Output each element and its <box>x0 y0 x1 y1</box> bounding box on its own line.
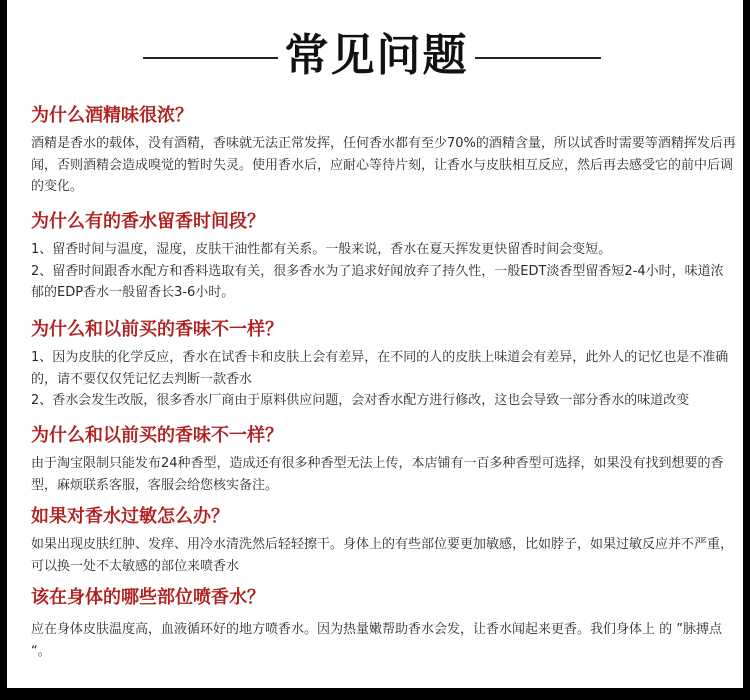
faq-item-scent-difference <box>31 318 736 412</box>
faq-answer <box>31 239 736 304</box>
faq-question: 为什么有的香水留香时间段？ <box>31 211 265 232</box>
faq-answer <box>31 453 736 496</box>
header-divider-right <box>475 57 601 59</box>
faq-item-scent-types <box>31 424 736 496</box>
header-divider-left <box>143 57 278 59</box>
faq-answer-paragraph: 1、留香时间与温度，湿度，皮肤干油性都有关系。一般来说，香水在夏天挥发更快留香时间会变短。 <box>31 242 612 257</box>
faq-item-allergy <box>31 505 736 577</box>
faq-answer-paragraph: 1、因为皮肤的化学反应，香水在试香卡和皮肤上会有差异，在不同的人的皮肤上味道会有差异，此外人的记忆也是不准确的，请不要仅仅凭记忆去判断一款香水 <box>31 350 729 387</box>
faq-question: 为什么和以前买的香味不一样？ <box>31 319 283 340</box>
faq-answer-paragraph: 2、留香时间跟香水配方和香料选取有关，很多香水为了追求好闻放弃了持久性，一般EDT淡香型留香短2-4小时，味道浓郁的EDP香水一般留香长3-6小时。 <box>31 263 724 300</box>
faq-answer-paragraph: 酒精是香水的载体，没有酒精，香味就无法正常发挥，任何香水都有至少70%的酒精含量，所以试香时需要等酒精挥发后再闻，否则酒精会造成嗅觉的暂时失灵。使用香水后，应耐心等待片刻，让香水与皮肤相互反应，然后再去感受它的前中后调的变化。 <box>31 136 736 194</box>
faq-answer-paragraph: 如果出现皮肤红肿、发痒、用冷水清洗然后轻轻擦干。身体上的有些部位要更加敏感，比如脖子，如果过敏反应并不严重，可以换一处不太敏感的部位来喷香水 <box>31 537 734 574</box>
faq-item-where-to-spray <box>31 586 736 662</box>
faq-page <box>7 0 743 688</box>
faq-question: 该在身体的哪些部位喷香水？ <box>31 587 265 608</box>
faq-question: 为什么酒精味很浓？ <box>31 105 193 126</box>
faq-question: 为什么和以前买的香味不一样？ <box>31 425 283 446</box>
faq-answer <box>31 534 736 577</box>
faq-item-lasting-time <box>31 210 736 304</box>
faq-item-alcohol-smell <box>31 104 736 198</box>
faq-answer-paragraph: 2、香水会发生改版，很多香水厂商由于原料供应问题，会对香水配方进行修改，这也会导致一部分香水的味道改变 <box>31 393 690 408</box>
faq-answer <box>31 619 736 662</box>
faq-answer <box>31 133 736 198</box>
faq-answer-paragraph: 应在身体皮肤温度高，血液循环好的地方喷香水。因为热量嫩帮助香水会发，让香水闻起来更香。我们身体上 的 ”脉搏点 “。 <box>31 622 723 659</box>
faq-answer-paragraph: 由于淘宝限制只能发布24种香型，造成还有很多种香型无法上传，本店铺有一百多种香型可选择，如果没有找到想要的香型，麻烦联系客服，客服会给您核实备注。 <box>31 456 724 493</box>
faq-question: 如果对香水过敏怎么办？ <box>31 506 229 527</box>
faq-header <box>7 26 743 86</box>
faq-answer <box>31 347 736 412</box>
page-title: 常见问题 <box>284 30 469 81</box>
